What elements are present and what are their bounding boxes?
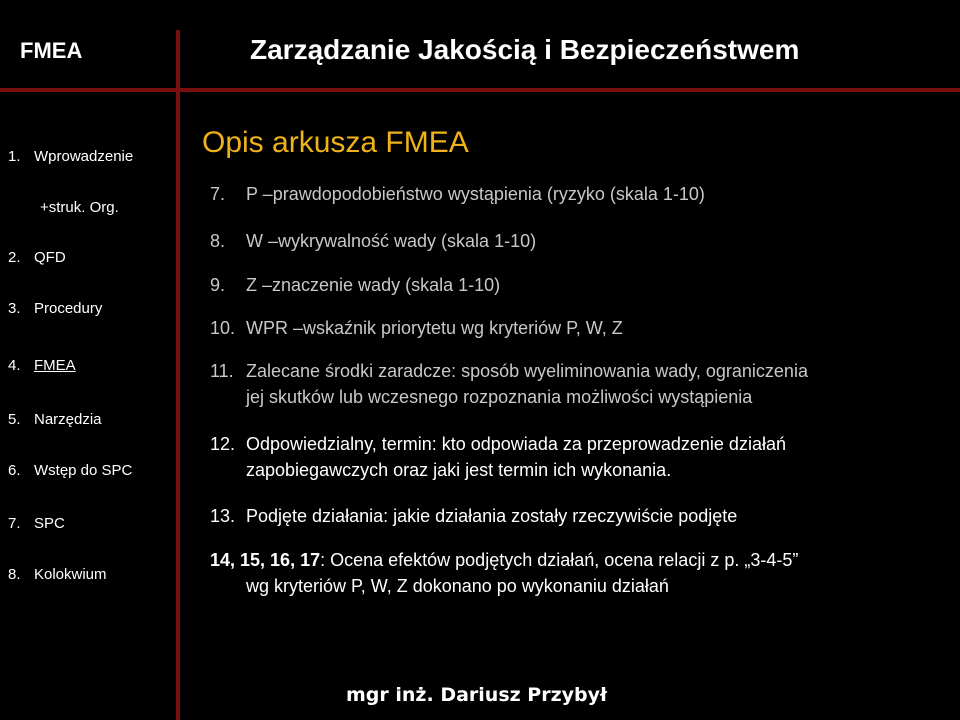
sidebar-item-narzedzia[interactable] — [8, 411, 102, 428]
item-text: W –wykrywalność wady (skala 1-10) — [246, 231, 537, 251]
header-divider — [0, 88, 960, 92]
item-text: Z –znaczenie wady (skala 1-10) — [246, 275, 501, 295]
logo-text: FMEA — [20, 38, 83, 63]
page-header-title: Zarządzanie Jakością i Bezpieczeństwem — [250, 34, 800, 65]
item-number: 12. — [210, 434, 236, 454]
list-item — [210, 181, 940, 207]
sidebar-item-number: 7. — [8, 515, 21, 532]
item-text: Podjęte działania: jakie działania zostały rzeczywiście podjęte — [246, 506, 738, 526]
list-item — [210, 228, 940, 254]
sidebar-item-label: FMEA — [34, 357, 76, 374]
item-number: 11. — [210, 361, 234, 381]
section-title: Opis arkusza FMEA — [202, 126, 469, 159]
sidebar-item-number: 4. — [8, 357, 21, 374]
sidebar-item-label: SPC — [34, 515, 65, 532]
sidebar-item-qfd[interactable] — [8, 249, 66, 266]
item-text: : Ocena efektów podjętych działań, ocena relacji z p. „3-4-5” — [320, 550, 799, 570]
sidebar-item-struk-org[interactable] — [40, 199, 119, 216]
item-number: 8. — [210, 231, 226, 251]
item-text: Odpowiedzialny, termin: kto odpowiada za przeprowadzenie działań — [246, 434, 786, 454]
sidebar-item-number: 6. — [8, 462, 21, 479]
sidebar-item-label: Wprowadzenie — [34, 148, 134, 165]
sidebar-item-number: 2. — [8, 249, 21, 266]
sidebar-item-number: 1. — [8, 148, 21, 165]
sidebar-item-number: 8. — [8, 566, 21, 583]
sidebar-item-label: +struk. Org. — [40, 199, 119, 216]
item-number: 13. — [210, 506, 236, 526]
item-text: WPR –wskaźnik priorytetu wg kryteriów P, W, Z — [246, 318, 623, 338]
list-item — [210, 358, 940, 410]
item-text: jej skutków lub wczesnego rozpoznania możliwości wystąpienia — [246, 387, 753, 407]
list-item — [210, 272, 940, 298]
item-number: 7. — [210, 184, 226, 204]
sidebar-item-label: QFD — [34, 249, 66, 266]
sidebar-item-wstep-do-spc[interactable] — [8, 462, 132, 479]
list-item — [210, 315, 940, 341]
list-item — [210, 503, 940, 529]
item-number: 10. — [210, 318, 236, 338]
sidebar-item-kolokwium[interactable] — [8, 566, 107, 583]
list-item — [210, 431, 940, 483]
sidebar-item-label: Kolokwium — [34, 566, 107, 583]
footer-author: mgr inż. Dariusz Przybył — [346, 684, 608, 706]
list-item — [210, 547, 940, 599]
item-text: Zalecane środki zaradcze: sposób wyeliminowania wady, ograniczenia — [246, 361, 808, 381]
sidebar-item-wprowadzenie[interactable] — [8, 148, 133, 165]
item-text: P –prawdopodobieństwo wystąpienia (ryzyko (skala 1-10) — [246, 184, 705, 204]
sidebar-item-procedury[interactable] — [8, 300, 102, 317]
item-number: 14, 15, 16, 17 — [210, 550, 321, 570]
item-text: wg kryteriów P, W, Z dokonano po wykonaniu działań — [246, 576, 669, 596]
item-text: zapobiegawczych oraz jaki jest termin ich wykonania. — [246, 460, 672, 480]
item-number: 9. — [210, 275, 226, 295]
sidebar-item-number: 3. — [8, 300, 21, 317]
sidebar-item-label: Procedury — [34, 300, 103, 317]
sidebar-item-fmea[interactable] — [8, 357, 76, 374]
sidebar-item-spc[interactable] — [8, 515, 65, 532]
sidebar-item-number: 5. — [8, 411, 21, 428]
sidebar-item-label: Wstęp do SPC — [34, 462, 133, 479]
sidebar-item-label: Narzędzia — [34, 411, 102, 428]
sidebar-divider — [176, 30, 180, 720]
